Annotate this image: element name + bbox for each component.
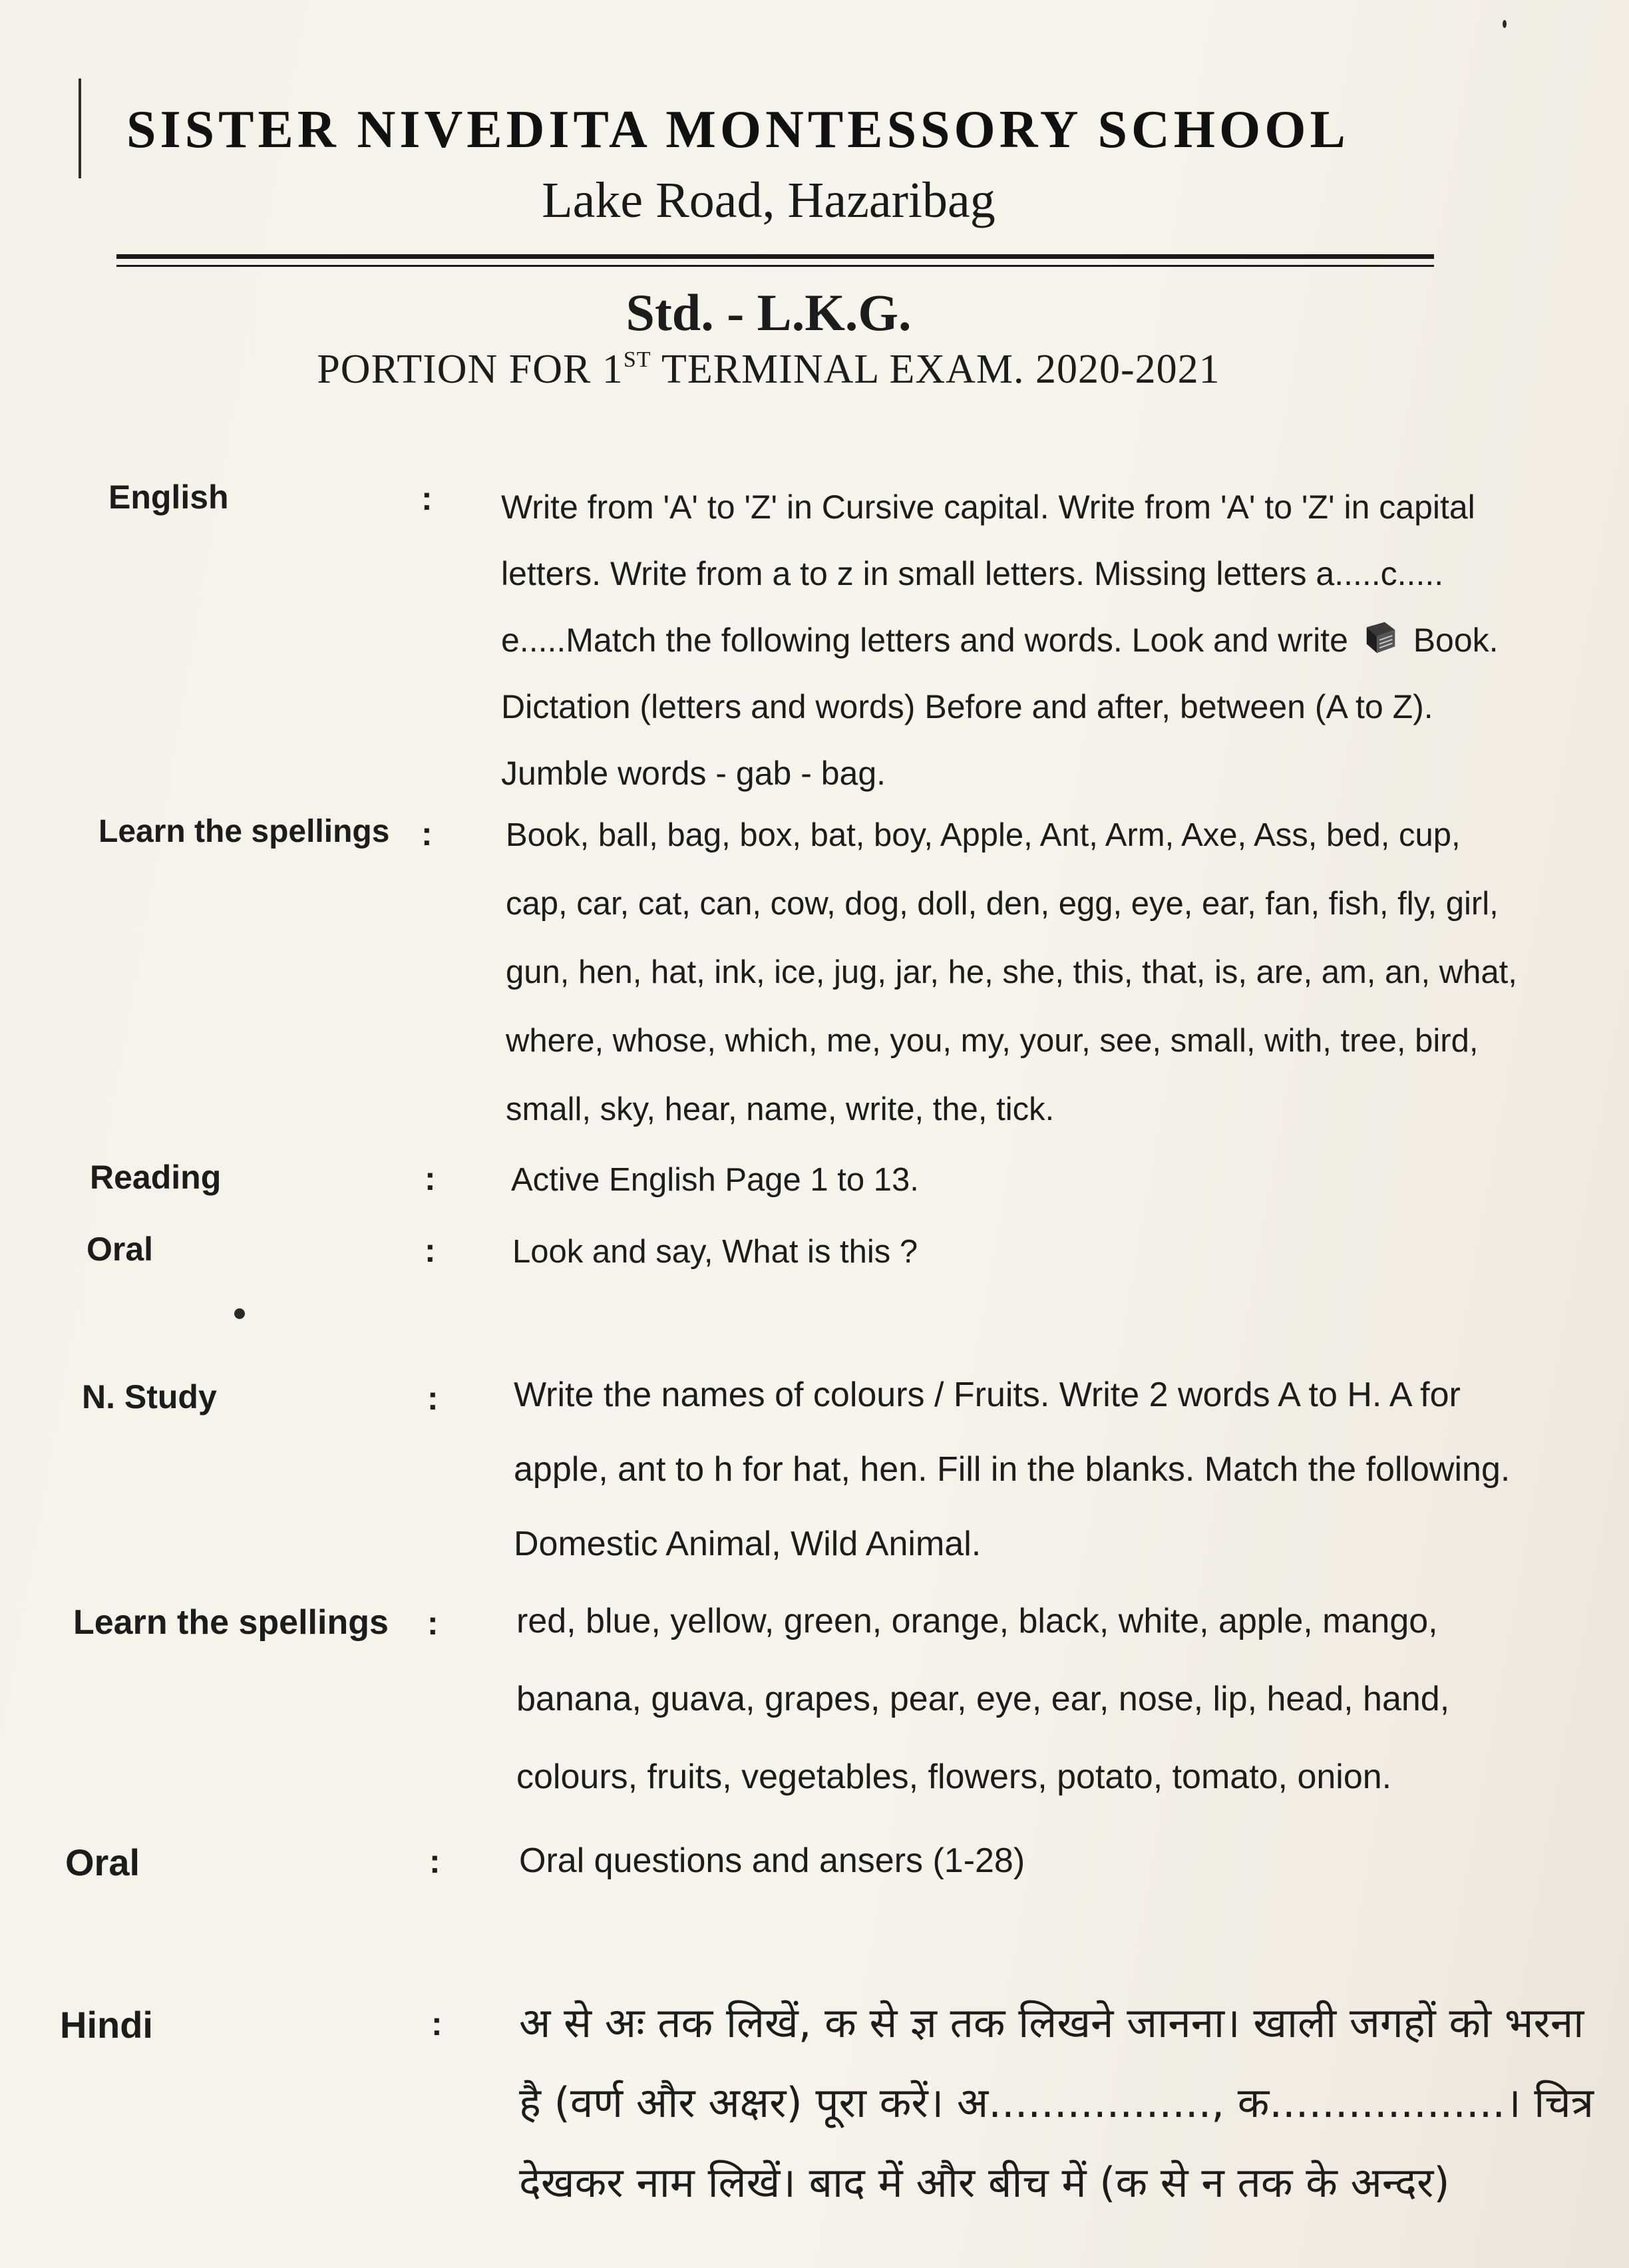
portion-sup: ST: [623, 347, 651, 372]
section-label: Learn the spellings: [98, 814, 390, 849]
section-text: Write the names of colours / Fruits. Write 2 words A to H. A for apple, ant to h for hat, hen. Fill in the blanks. Match the following. Domestic Animal, Wild Animal.: [514, 1376, 1511, 1563]
portion-suffix: TERMINAL EXAM. 2020-2021: [651, 347, 1220, 392]
section-colon: :: [427, 1380, 439, 1417]
section-label: N. Study: [82, 1378, 217, 1416]
header-rule-thick: [116, 254, 1434, 259]
section-colon: :: [429, 1843, 441, 1880]
section-text: red, blue, yellow, green, orange, black, white, apple, mango, banana, guava, grapes, pear, eye, ear, nose, lip, head, hand, colours, fruits, vegetables, flowers, potato, tomato, onion.: [516, 1602, 1450, 1796]
section-label: Hindi: [60, 2004, 153, 2046]
section-label: English: [108, 478, 229, 516]
section-colon: :: [431, 2005, 443, 2042]
standard-title: Std. - L.K.G.: [626, 284, 912, 341]
section-colon: :: [427, 1605, 439, 1642]
scan-dot: [1503, 20, 1507, 28]
section-label: Oral: [87, 1230, 154, 1268]
scan-mark: [79, 79, 81, 178]
section-label: Oral: [65, 1841, 140, 1883]
section-text: Book, ball, bag, box, bat, boy, Apple, Ant, Arm, Axe, Ass, bed, cup, cap, car, cat, can, cow, dog, doll, den, egg, eye, ear, fan, fish, fly, girl, gun, hen, hat, ink, ice, jug, jar, he, she, this, that, is, are, am, an, what, where, whose, which, me, you, my, your, see, small, with, tree, bird, small, sky, hear, name, write, the, tick.: [506, 817, 1517, 1127]
section-text: Active English Page 1 to 13.: [511, 1162, 919, 1198]
portion-title: [0, 346, 1537, 393]
portion-prefix: PORTION FOR 1: [317, 347, 624, 392]
book-icon: [1361, 618, 1400, 657]
scan-dot: [234, 1308, 245, 1319]
section-colon: :: [421, 815, 433, 852]
english-text-part2: Book. Dictation (letters and words) Before and after, between (A to Z). Jumble words - gab - bag.: [501, 622, 1499, 792]
school-name: SISTER NIVEDITA MONTESSORY SCHOOL: [126, 100, 1350, 159]
section-text: [501, 474, 1513, 807]
section-label: Learn the spellings: [73, 1603, 389, 1642]
school-address: Lake Road, Hazaribag: [542, 172, 996, 228]
section-text: Oral questions and ansers (1-28): [519, 1841, 1025, 1880]
english-text-part1: Write from 'A' to 'Z' in Cursive capital. Write from 'A' to 'Z' in capital letters. Write from a to z in small letters. Missing letters a.....c..... e.....Match the following letters and words. Look and write: [501, 488, 1475, 659]
section-colon: :: [425, 1160, 436, 1197]
section-label: Reading: [90, 1159, 222, 1196]
section-text: अ से अः तक लिखें, क से ज्ञ तक लिखने जानना। खाली जगहों को भरना है (वर्ण और अक्षर) पूरा करें। अ................., क..................। चित्र देखकर नाम लिखें। बाद में और बीच में (क से न तक के अन्दर): [519, 1998, 1594, 2207]
section-colon: :: [425, 1232, 436, 1269]
header-rule-thin: [116, 265, 1434, 267]
section-colon: :: [421, 480, 433, 517]
section-text: Look and say, What is this ?: [512, 1234, 918, 1270]
